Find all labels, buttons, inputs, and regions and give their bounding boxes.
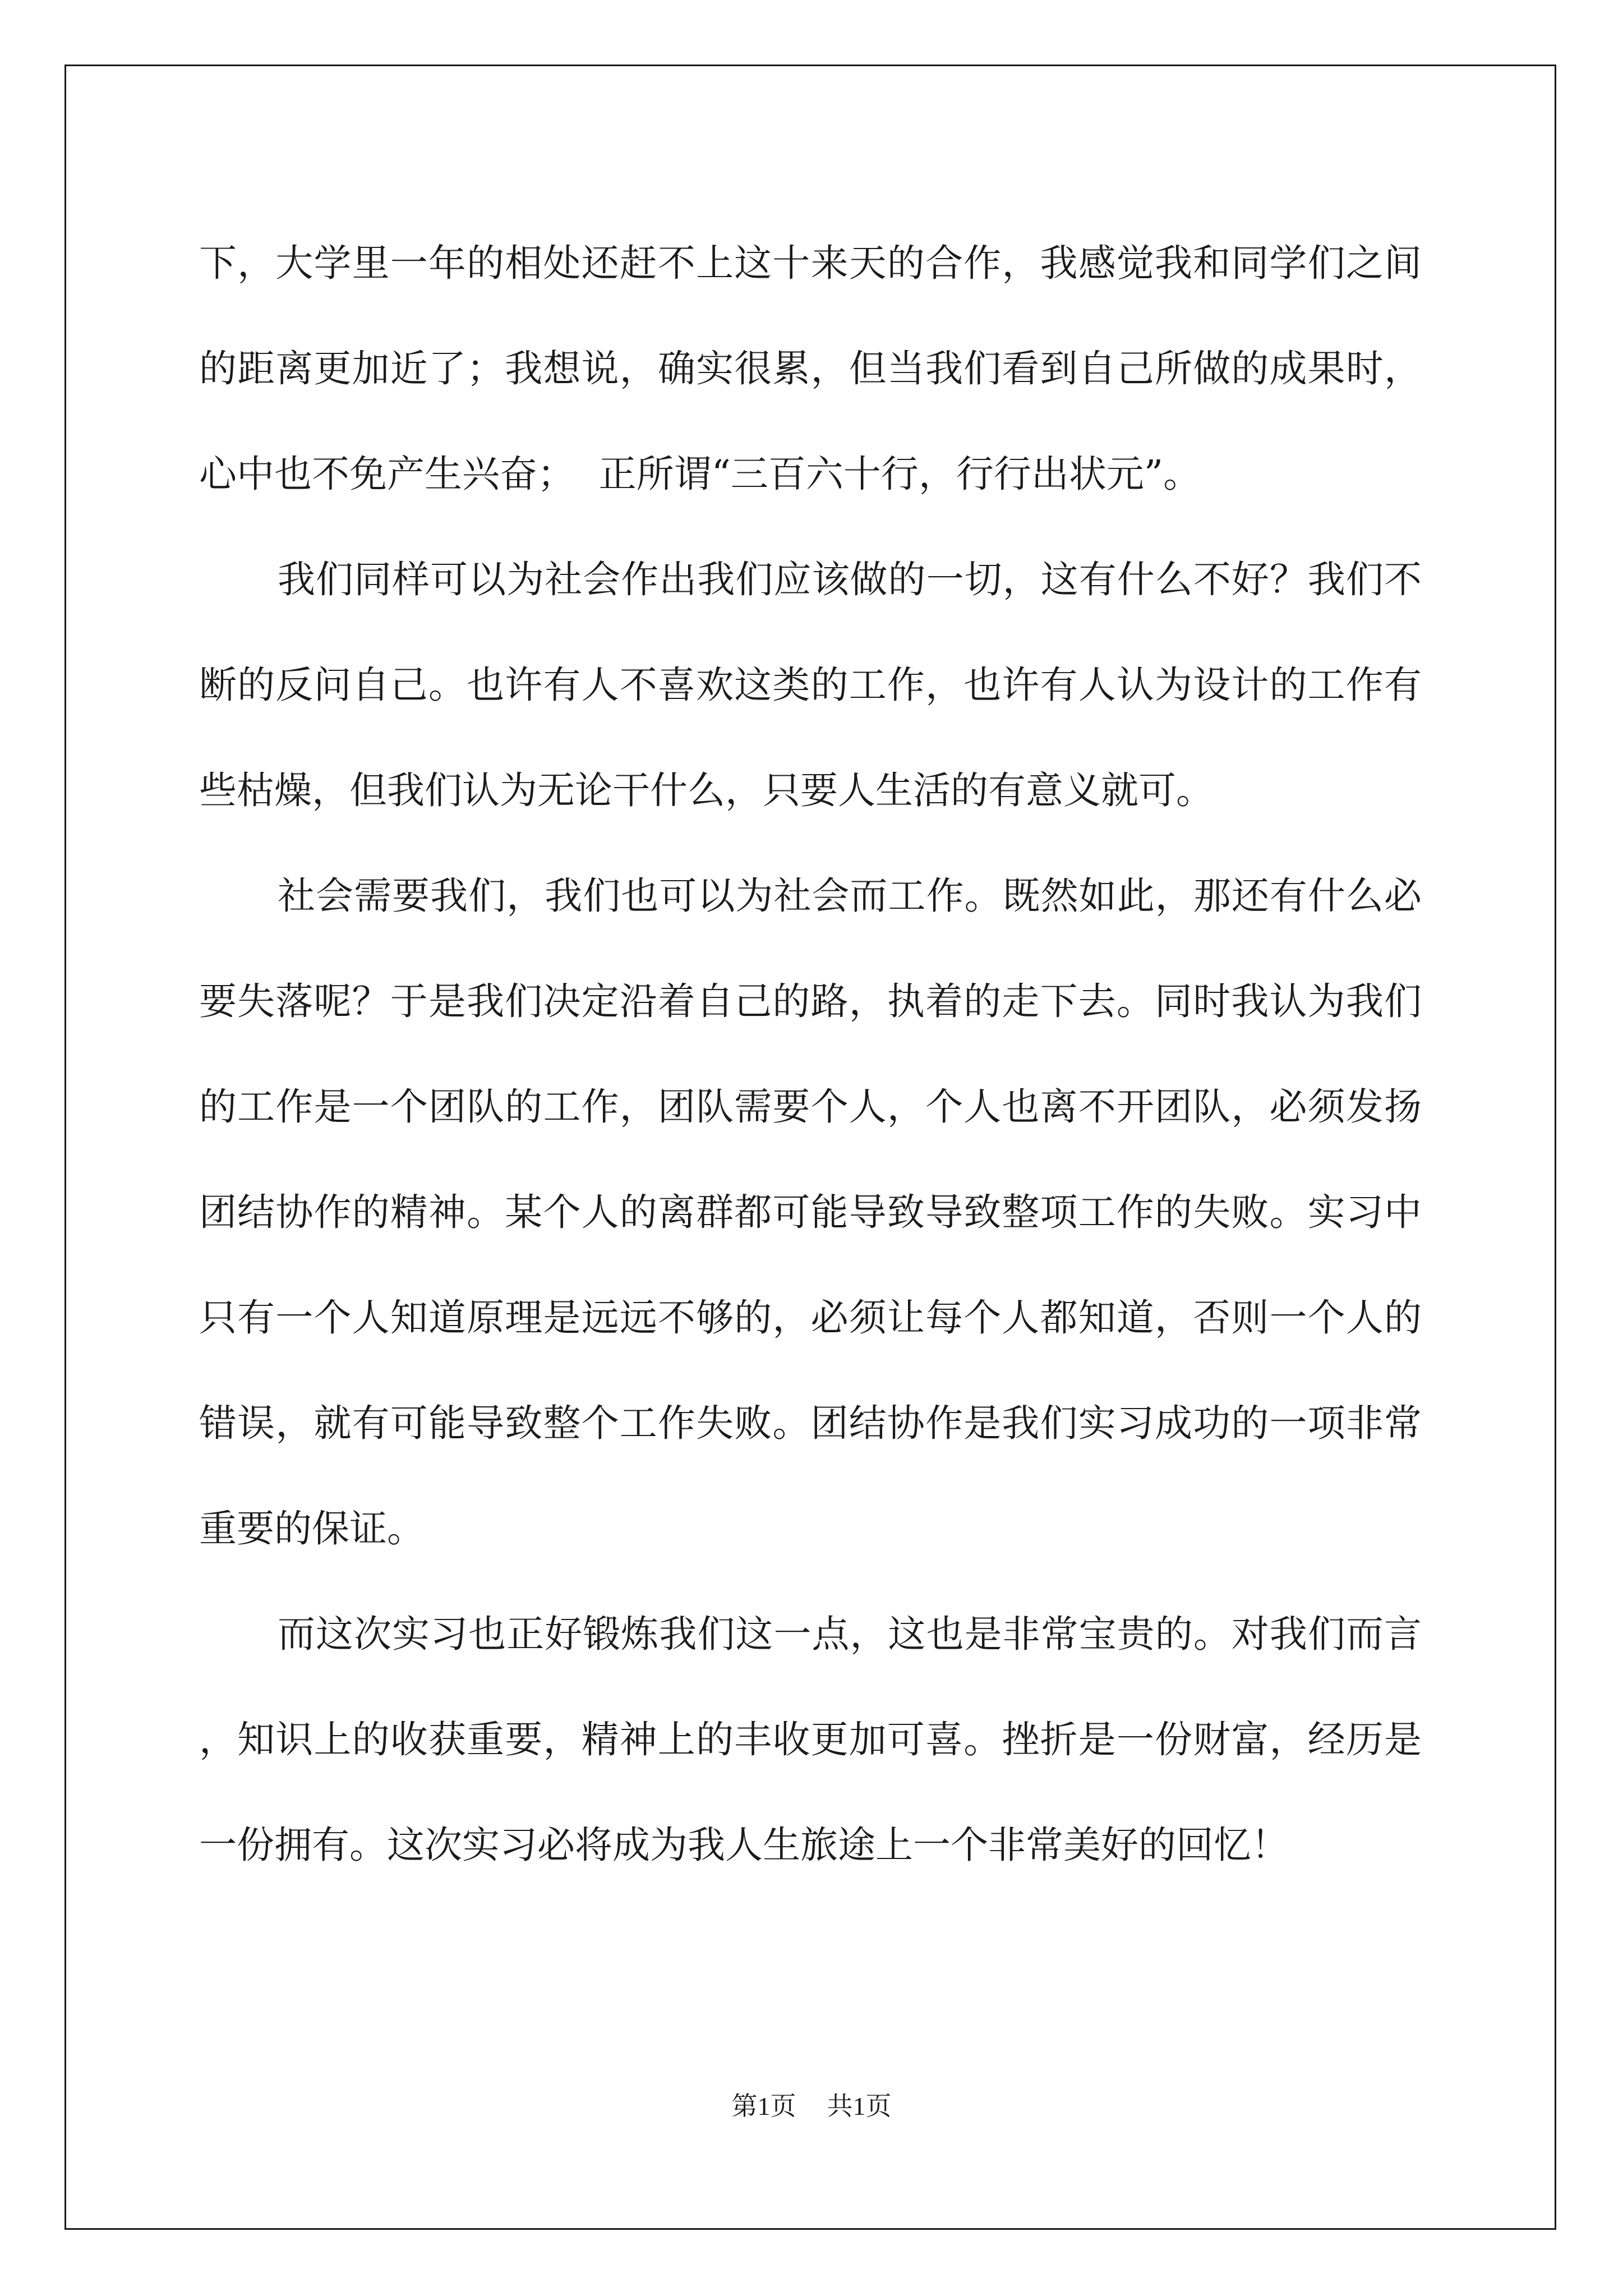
paragraph-4: 而这次实习也正好锻炼我们这一点，这也是非常宝贵的。对我们而言，知识上的收获重要，精神上的丰收更加可喜。挫折是一份财富，经历是一份拥有。这次实习必将成为我人生旅途上一个非常美好的回忆！ — [199, 1612, 1422, 1867]
paragraph-2: 我们同样可以为社会作出我们应该做的一切，这有什么不好？我们不断的反问自己。也许有人不喜欢这类的工作，也许有人认为设计的工作有些枯燥，但我们认为无论干什么，只要人生活的有意义就可。 — [199, 558, 1422, 812]
page-footer — [0, 2090, 1623, 2123]
page-number: 第1页 — [731, 2092, 796, 2120]
document-body — [199, 210, 1422, 1898]
paragraph-3: 社会需要我们，我们也可以为社会而工作。既然如此，那还有什么必要失落呢？于是我们决定沿着自己的路，执着的走下去。同时我认为我们的工作是一个团队的工作，团队需要个人，个人也离不开团队，必须发扬团结协作的精神。某个人的离群都可能导致导致整项工作的失败。实习中只有一个人知道原理是远远不够的，必须让每个人都知道，否则一个人的错误，就有可能导致整个工作失败。团结协作是我们实习成功的一项非常重要的保证。 — [199, 874, 1422, 1550]
paragraph-1: 下，大学里一年的相处还赶不上这十来天的合作，我感觉我和同学们之间的距离更加近了；我想说，确实很累，但当我们看到自己所做的成果时，心中也不免产生兴奋； 正所谓“三百六十行，行行出状元”。 — [199, 241, 1422, 496]
page-total: 共1页 — [827, 2092, 892, 2120]
